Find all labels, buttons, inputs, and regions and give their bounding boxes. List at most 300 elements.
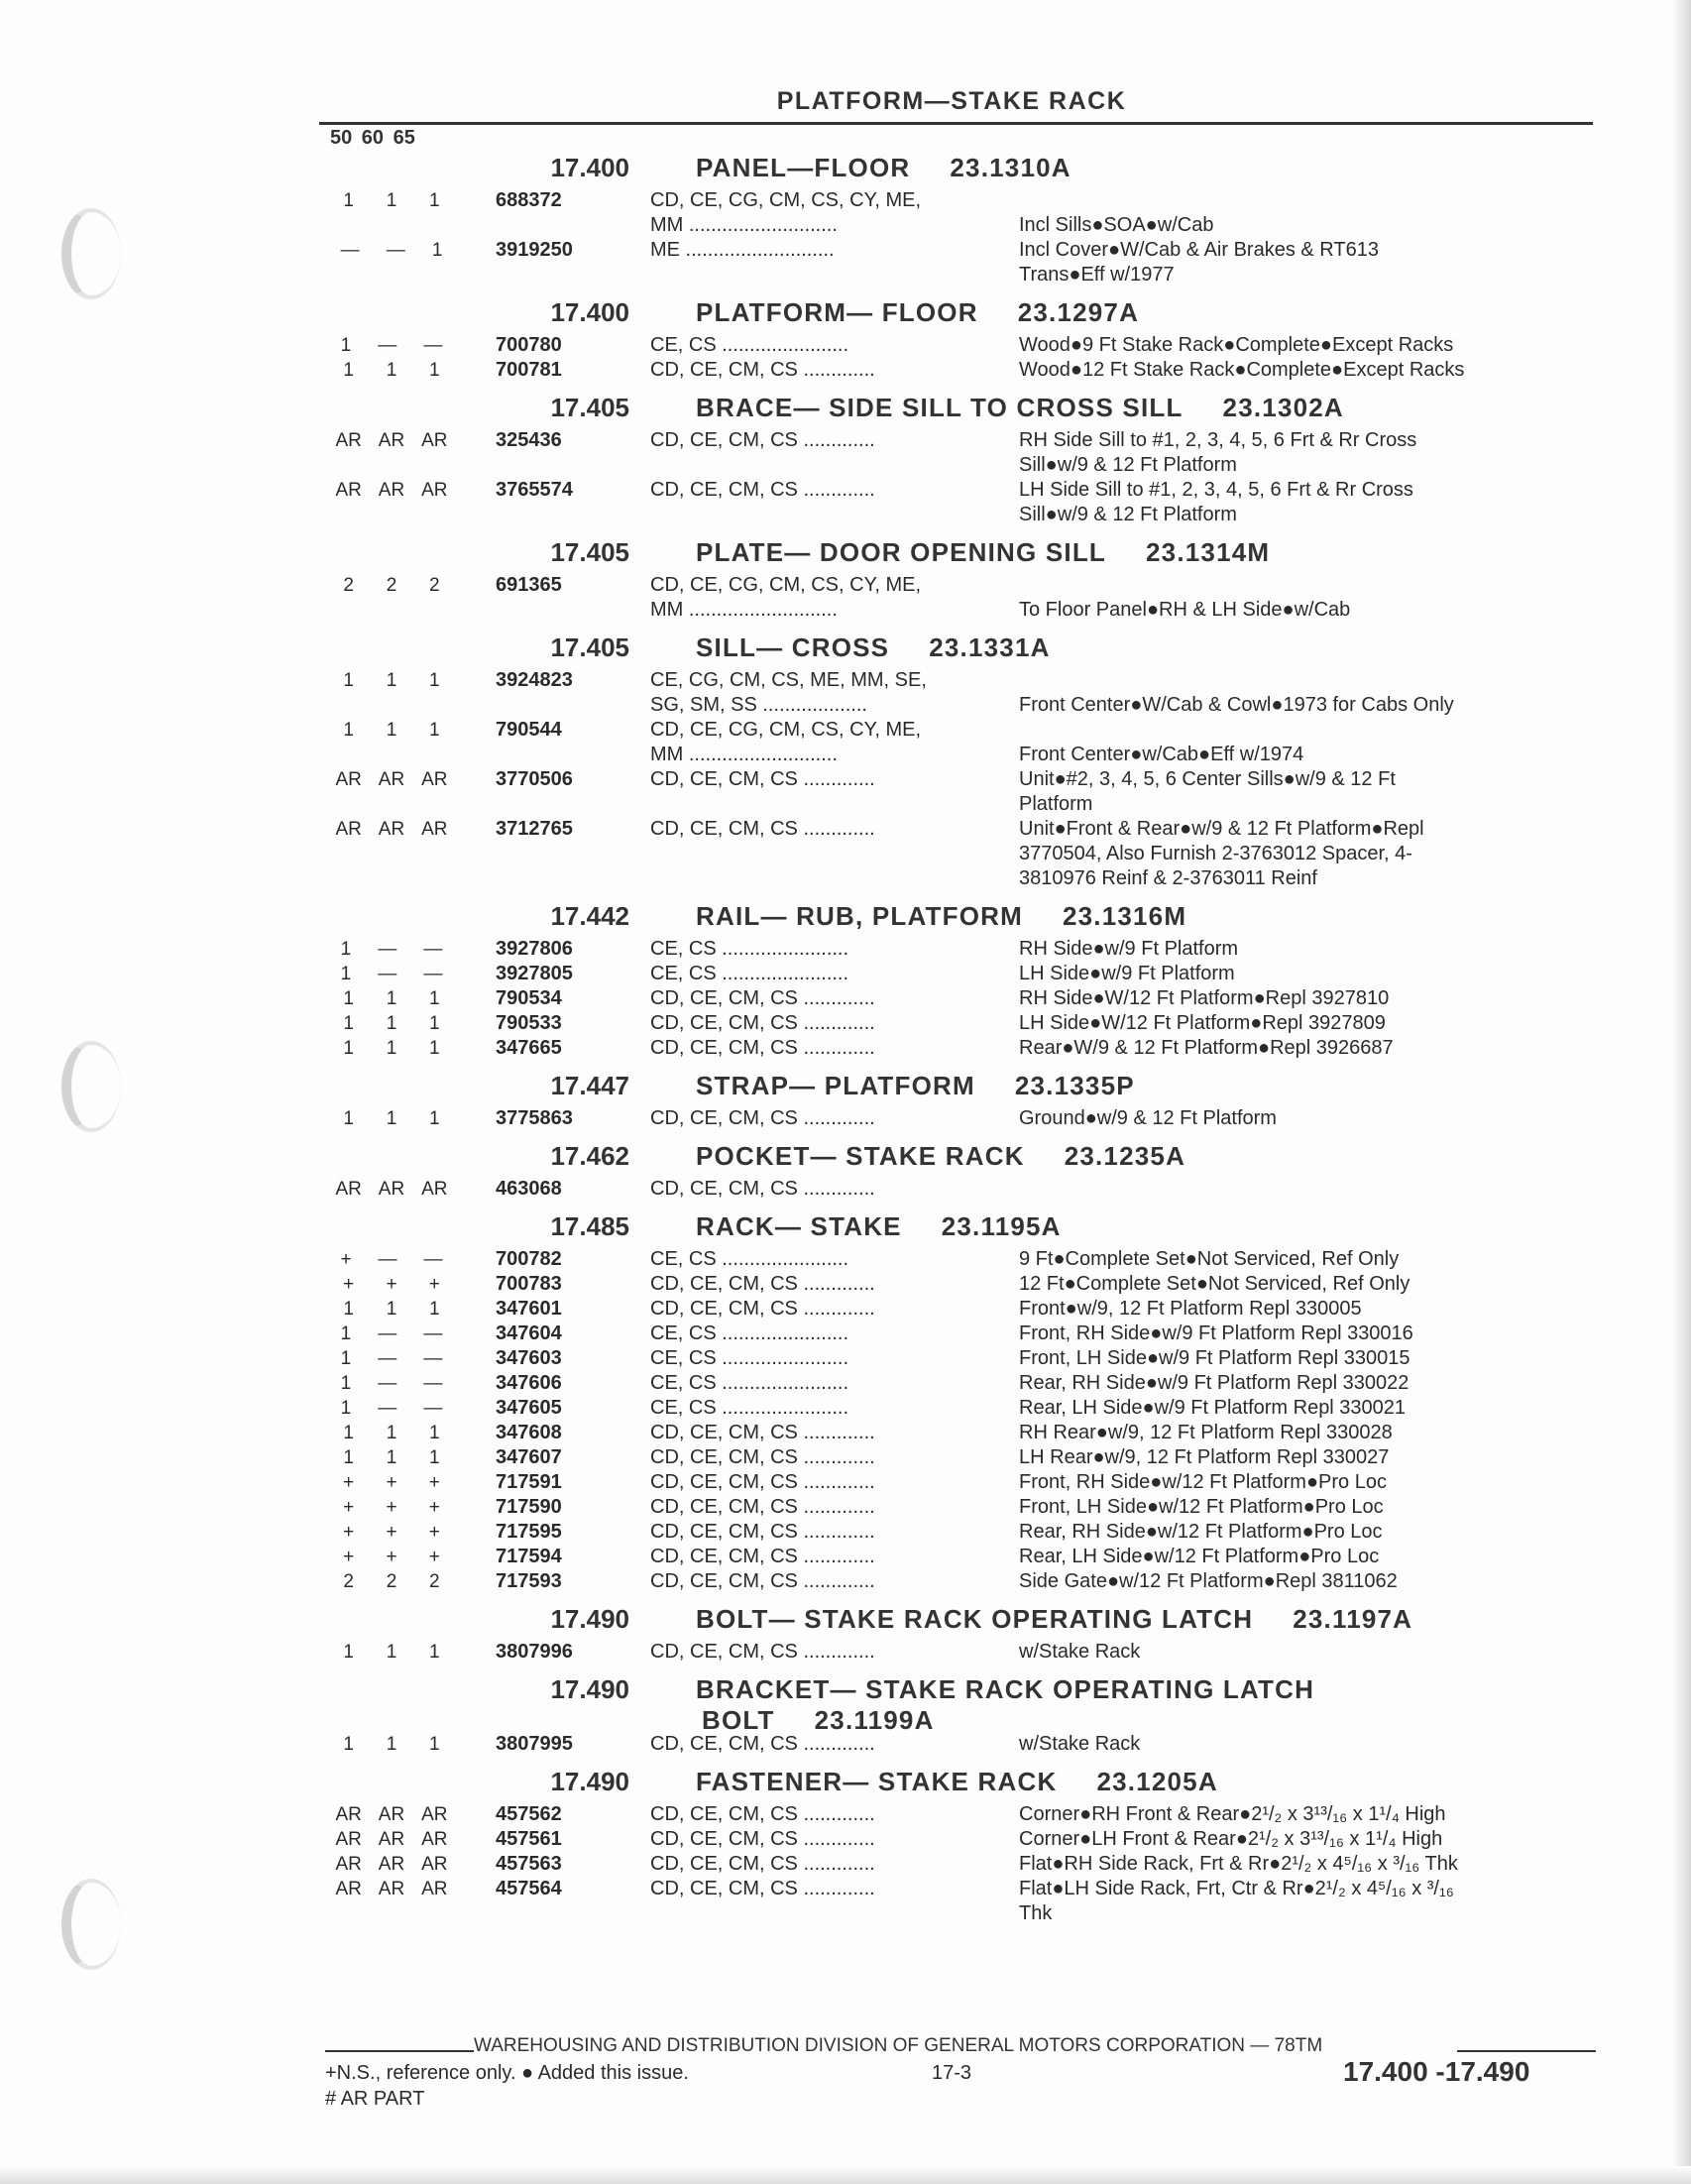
table-row: [0, 1297, 1691, 1322]
part-description: RH Side●W/12 Ft Platform●Repl 3927810: [1019, 987, 1390, 1009]
year-quantities: [327, 238, 456, 263]
year-qty: AR: [421, 1879, 448, 1899]
year-qty: —: [378, 1398, 397, 1419]
part-description: Corner●RH Front & Rear●2¹/₂ x 3¹³/₁₆ x 1¹/₄ High: [1019, 1803, 1446, 1825]
table-row: [0, 743, 1691, 767]
section-header: [0, 1670, 1691, 1735]
table-row: [0, 573, 1691, 598]
year-qty: AR: [335, 480, 362, 501]
model-codes: CD, CE, CM, CS .............: [650, 1878, 875, 1899]
part-description: w/Stake Rack: [1019, 1733, 1141, 1755]
table-row: [0, 937, 1691, 962]
year-qty: +: [428, 1522, 440, 1543]
part-number: 3927806: [496, 938, 573, 960]
table-row: [0, 792, 1691, 817]
model-codes: CD, CE, CM, CS .............: [650, 1446, 875, 1468]
year-qty: 1: [386, 360, 397, 381]
year-quantities: [327, 1396, 456, 1421]
part-number: 347665: [496, 1037, 562, 1059]
page-range: 17.400 -17.490: [1343, 2056, 1530, 2087]
table-row: [0, 817, 1691, 842]
section-title-text: SILL— CROSS: [696, 632, 890, 662]
section-title: [696, 1604, 1412, 1635]
part-number: 347604: [496, 1322, 562, 1344]
table-row: [0, 718, 1691, 743]
section-code: 23.1197A: [1293, 1604, 1413, 1634]
table-row: [0, 1495, 1691, 1520]
year-qty: 1: [386, 1734, 397, 1755]
year-qty: 1: [386, 1447, 397, 1468]
year-qty: 1: [343, 1447, 354, 1468]
model-codes: CE, CS .......................: [650, 938, 849, 960]
year-qty: —: [423, 964, 443, 984]
year-qty: 1: [386, 1642, 397, 1663]
year-quantities: [327, 767, 456, 792]
section-code: 23.1205A: [1096, 1767, 1218, 1796]
year-qty: AR: [421, 1804, 448, 1825]
model-codes: CD, CE, CM, CS .............: [650, 1178, 875, 1200]
footer-legend: +N.S., reference only. ● Added this issue.: [325, 2062, 689, 2084]
section-header: [0, 1763, 1691, 1802]
table-row: [0, 767, 1691, 792]
part-description: LH Side Sill to #1, 2, 3, 4, 5, 6 Frt & Rr Cross: [1019, 479, 1413, 501]
section-header: [0, 897, 1691, 937]
part-description: Corner●LH Front & Rear●2¹/₂ x 3¹³/₁₆ x 1¹/₄ High: [1019, 1828, 1443, 1850]
part-description: Flat●LH Side Rack, Frt, Ctr & Rr●2¹/₂ x 4⁵/₁₆ x ³/₁₆: [1019, 1878, 1454, 1899]
part-number: 717590: [496, 1496, 562, 1518]
part-description: LH Rear●w/9, 12 Ft Platform Repl 330027: [1019, 1446, 1390, 1468]
year-quantities: [327, 1346, 456, 1371]
year-quantities: [327, 1036, 456, 1061]
year-quantities: [327, 1421, 456, 1445]
part-number: 717594: [496, 1546, 562, 1567]
model-codes: MM ...........................: [650, 599, 838, 621]
part-number: 3765574: [496, 479, 573, 501]
section-code: 23.1314M: [1146, 537, 1271, 567]
section-title: [696, 393, 1344, 423]
model-codes: CD, CE, CM, CS .............: [650, 1012, 875, 1034]
year-qty: AR: [335, 1879, 362, 1899]
section-number: 17.442: [550, 901, 629, 931]
section-header: [0, 1137, 1691, 1177]
part-description: RH Side Sill to #1, 2, 3, 4, 5, 6 Frt & Rr Cross: [1019, 429, 1417, 451]
part-description: 12 Ft●Complete Set●Not Serviced, Ref Only: [1019, 1273, 1410, 1295]
part-number: 3924823: [496, 669, 573, 691]
part-description: Rear, RH Side●w/12 Ft Platform●Pro Loc: [1019, 1521, 1383, 1543]
year-qty: AR: [335, 1804, 362, 1825]
table-row: [0, 1106, 1691, 1131]
part-number: 347603: [496, 1347, 562, 1369]
year-qty: —: [423, 1373, 443, 1394]
section-title: [696, 1211, 1062, 1242]
table-row: [0, 1470, 1691, 1495]
table-row: [0, 1036, 1691, 1061]
model-codes: CE, CS .......................: [650, 1322, 849, 1344]
table-row: [0, 842, 1691, 866]
model-codes: CD, CE, CM, CS .............: [650, 359, 875, 381]
model-codes: CD, CE, CM, CS .............: [650, 1107, 875, 1129]
section-code: 23.1199A: [814, 1705, 935, 1735]
section-title: [696, 1674, 1314, 1736]
year-qty: 1: [340, 1323, 352, 1344]
part-number: 463068: [496, 1178, 562, 1200]
section-number: 17.490: [550, 1604, 629, 1634]
table-row: [0, 1877, 1691, 1901]
part-description: Rear, LH Side●w/9 Ft Platform Repl 330021: [1019, 1397, 1407, 1419]
part-number: 347605: [496, 1397, 562, 1419]
model-codes: CE, CS .......................: [650, 1372, 849, 1394]
table-row: [0, 1545, 1691, 1569]
model-codes: CD, CE, CM, CS .............: [650, 1471, 875, 1493]
part-description: Flat●RH Side Rack, Frt & Rr●2¹/₂ x 4⁵/₁₆ x ³/₁₆ Thk: [1019, 1853, 1458, 1875]
part-number: 3770506: [496, 768, 573, 790]
year-qty: —: [423, 939, 443, 960]
year-quantities: [327, 668, 456, 693]
page-title: PLATFORM—STAKE RACK: [776, 87, 1127, 115]
section-number: 17.405: [550, 393, 629, 422]
part-description: Ground●w/9 & 12 Ft Platform: [1019, 1107, 1277, 1129]
year-qty: +: [386, 1522, 397, 1543]
year-qty: —: [423, 1398, 443, 1419]
part-description: Rear, RH Side●w/9 Ft Platform Repl 330022: [1019, 1372, 1409, 1394]
part-number: 790533: [496, 1012, 562, 1034]
model-codes: CE, CS .......................: [650, 963, 849, 984]
model-codes: CD, CE, CM, CS .............: [650, 1803, 875, 1825]
section-code: 23.1310A: [950, 153, 1071, 182]
year-qty: 1: [429, 1299, 440, 1320]
section-title: [696, 1071, 1135, 1101]
table-row: [0, 1852, 1691, 1877]
part-number: 457561: [496, 1828, 562, 1850]
year-qty: —: [378, 335, 397, 356]
year-quantities: [327, 1297, 456, 1322]
part-number: 717591: [496, 1471, 562, 1493]
year-qty: 1: [429, 1447, 440, 1468]
year-qty: AR: [335, 1854, 362, 1875]
table-row: [0, 428, 1691, 453]
year-qty: —: [378, 939, 397, 960]
year-qty: 1: [386, 1038, 397, 1059]
year-qty: +: [343, 1472, 355, 1493]
section-title-text: PLATFORM— FLOOR: [696, 297, 978, 327]
part-number: 347608: [496, 1422, 562, 1443]
year-qty: 1: [431, 240, 443, 261]
table-row: [0, 668, 1691, 693]
year-qty: 1: [343, 1038, 354, 1059]
year-qty: +: [428, 1547, 440, 1567]
model-codes: CD, CE, CM, CS .............: [650, 818, 875, 840]
part-description: RH Rear●w/9, 12 Ft Platform Repl 330028: [1019, 1422, 1393, 1443]
section-title-text: BOLT— STAKE RACK OPERATING LATCH: [696, 1604, 1254, 1634]
part-description: Rear, LH Side●w/12 Ft Platform●Pro Loc: [1019, 1546, 1380, 1567]
table-row: [0, 962, 1691, 986]
year-qty: 2: [386, 575, 397, 596]
year-qty: 1: [343, 1013, 354, 1034]
section-number: 17.405: [550, 632, 629, 662]
section-code: 23.1195A: [941, 1211, 1062, 1241]
year-qty: 1: [429, 360, 440, 381]
year-qty: +: [340, 1249, 352, 1270]
year-quantities: [327, 718, 456, 743]
year-qty: AR: [421, 819, 448, 840]
table-row: [0, 1421, 1691, 1445]
section-title-text: POCKET— STAKE RACK: [696, 1141, 1025, 1171]
year-qty: AR: [335, 1829, 362, 1850]
part-number: 3775863: [496, 1107, 573, 1129]
year-quantities: [327, 1470, 456, 1495]
part-number: 688372: [496, 189, 562, 211]
part-description: Rear●W/9 & 12 Ft Platform●Repl 3926687: [1019, 1037, 1394, 1059]
section-code: 23.1297A: [1017, 297, 1140, 327]
section-title-text: RAIL— RUB, PLATFORM: [696, 901, 1023, 931]
part-description: Trans●Eff w/1977: [1019, 264, 1175, 286]
model-codes: CD, CE, CM, CS .............: [650, 1521, 875, 1543]
table-row: [0, 598, 1691, 623]
year-qty: 1: [429, 1642, 440, 1663]
year-quantities: [327, 1371, 456, 1396]
year-quantities: [327, 573, 456, 598]
year-qty: —: [378, 964, 397, 984]
model-codes: CD, CE, CM, CS .............: [650, 1853, 875, 1875]
part-description: 3810976 Reinf & 2-3763011 Reinf: [1019, 867, 1317, 889]
year-qty: 1: [343, 190, 354, 211]
year-qty: +: [386, 1547, 397, 1567]
year-quantities: [327, 817, 456, 842]
part-description: Thk: [1019, 1902, 1053, 1924]
year-qty: 1: [386, 1423, 397, 1443]
model-codes: CE, CS .......................: [650, 334, 849, 356]
year-qty: 1: [386, 720, 397, 741]
part-number: 700783: [496, 1273, 562, 1295]
section-code: 23.1316M: [1062, 901, 1187, 931]
model-codes: CE, CS .......................: [650, 1248, 849, 1270]
part-description: Front, RH Side●w/9 Ft Platform Repl 330016: [1019, 1322, 1413, 1344]
year-qty: AR: [378, 819, 405, 840]
part-description: w/Stake Rack: [1019, 1641, 1141, 1663]
year-qty: —: [378, 1373, 397, 1394]
year-qty: —: [386, 240, 405, 261]
section-number: 17.447: [550, 1071, 629, 1100]
table-row: [0, 358, 1691, 383]
table-row: [0, 238, 1691, 263]
year-quantities: [327, 1877, 456, 1901]
year-quantities: [327, 1520, 456, 1545]
year-quantities: [327, 986, 456, 1011]
part-description: Sill●w/9 & 12 Ft Platform: [1019, 454, 1237, 476]
year-qty: 1: [386, 1108, 397, 1129]
section-gap: [0, 1926, 1691, 1932]
part-number: 3927805: [496, 963, 573, 984]
section-number: 17.462: [550, 1141, 629, 1171]
year-qty: AR: [421, 480, 448, 501]
part-description: Side Gate●w/12 Ft Platform●Repl 3811062: [1019, 1570, 1398, 1592]
section-title: [696, 153, 1071, 183]
model-codes: CD, CE, CM, CS .............: [650, 1733, 875, 1755]
part-description: Incl Sills●SOA●w/Cab: [1019, 214, 1214, 236]
section-header: [0, 293, 1691, 333]
year-qty: 1: [340, 1373, 352, 1394]
part-description: LH Side●W/12 Ft Platform●Repl 3927809: [1019, 1012, 1386, 1034]
part-description: Front, LH Side●w/9 Ft Platform Repl 330015: [1019, 1347, 1410, 1369]
model-codes: CD, CE, CM, CS .............: [650, 1037, 875, 1059]
year-qty: 1: [386, 1299, 397, 1320]
table-row: [0, 478, 1691, 503]
year-qty: 2: [343, 575, 354, 596]
part-number: 3807995: [496, 1733, 573, 1755]
page-edge-shadow-bottom: [0, 2166, 1691, 2184]
table-row: [0, 1247, 1691, 1272]
section-number: 17.400: [550, 153, 629, 182]
year-qty: 1: [343, 670, 354, 691]
section-number: 17.485: [550, 1211, 629, 1241]
year-quantities: [327, 428, 456, 453]
part-description: Wood●9 Ft Stake Rack●Complete●Except Racks: [1019, 334, 1454, 356]
model-codes: CD, CE, CM, CS .............: [650, 429, 875, 451]
year-qty: +: [386, 1472, 397, 1493]
section-number: 17.490: [550, 1767, 629, 1796]
model-codes: CD, CE, CM, CS .............: [650, 768, 875, 790]
part-description: Unit●#2, 3, 4, 5, 6 Center Sills●w/9 & 12 Ft: [1019, 768, 1396, 790]
year-qty: +: [343, 1497, 355, 1518]
year-qty: —: [423, 1323, 443, 1344]
year-quantities: [327, 1545, 456, 1569]
model-codes: CD, CE, CG, CM, CS, CY, ME,: [650, 574, 921, 596]
table-row: [0, 213, 1691, 238]
section-title-text: PANEL—FLOOR: [696, 153, 911, 182]
year-qty: +: [428, 1274, 440, 1295]
footer-rule: [325, 2050, 474, 2052]
section-number: 17.490: [550, 1674, 629, 1704]
model-codes: CD, CE, CG, CM, CS, CY, ME,: [650, 719, 921, 741]
model-codes: CD, CE, CM, CS .............: [650, 1422, 875, 1443]
table-row: [0, 1011, 1691, 1036]
year-qty: —: [423, 1348, 443, 1369]
part-description: Platform: [1019, 793, 1093, 815]
year-qty: —: [340, 240, 360, 261]
footer-rule: [1457, 2050, 1596, 2052]
table-row: [0, 1901, 1691, 1926]
table-row: [0, 986, 1691, 1011]
year-qty: 1: [343, 1642, 354, 1663]
part-description: 3770504, Also Furnish 2-3763012 Spacer, 4-: [1019, 843, 1412, 864]
section-code: 23.1335P: [1014, 1071, 1135, 1100]
part-number: 691365: [496, 574, 562, 596]
year-qty: 2: [429, 1571, 440, 1592]
year-qty: 2: [343, 1571, 354, 1592]
year-quantities: [327, 937, 456, 962]
section-title: [696, 297, 1139, 328]
part-number: 700782: [496, 1248, 562, 1270]
year-quantities: [327, 188, 456, 213]
section-header: [0, 149, 1691, 188]
part-number: 3919250: [496, 239, 573, 261]
year-qty: AR: [378, 430, 405, 451]
year-qty: AR: [335, 1179, 362, 1200]
year-qty: 1: [429, 720, 440, 741]
model-codes: ME ...........................: [650, 239, 835, 261]
year-qty: 1: [429, 1423, 440, 1443]
year-qty: 1: [343, 1108, 354, 1129]
year-qty: +: [343, 1522, 355, 1543]
part-number: 700780: [496, 334, 562, 356]
year-qty: +: [343, 1547, 355, 1567]
table-row: [0, 1396, 1691, 1421]
table-row: [0, 1272, 1691, 1297]
year-qty: AR: [421, 1829, 448, 1850]
section-title-text: FASTENER— STAKE RACK: [696, 1767, 1058, 1796]
part-description: Wood●12 Ft Stake Rack●Complete●Except Racks: [1019, 359, 1465, 381]
year-quantities: [327, 1177, 456, 1202]
section-title: [696, 632, 1051, 663]
part-number: 700781: [496, 359, 562, 381]
part-number: 790534: [496, 987, 562, 1009]
section-header: [0, 629, 1691, 668]
model-codes: CD, CE, CM, CS .............: [650, 1570, 875, 1592]
table-row: [0, 1445, 1691, 1470]
model-codes: MM ...........................: [650, 214, 838, 236]
year-qty: AR: [378, 1879, 405, 1899]
section-title-text: STRAP— PLATFORM: [696, 1071, 975, 1100]
model-codes: CD, CE, CM, CS .............: [650, 1546, 875, 1567]
table-row: [0, 188, 1691, 213]
year-qty: —: [378, 1249, 397, 1270]
section-header: [0, 1600, 1691, 1640]
part-description: Incl Cover●W/Cab & Air Brakes & RT613: [1019, 239, 1379, 261]
year-qty: 1: [429, 1734, 440, 1755]
year-qty: 1: [386, 1013, 397, 1034]
table-row: [0, 1827, 1691, 1852]
year-qty: +: [386, 1497, 397, 1518]
year-quantities: [327, 1322, 456, 1346]
model-codes: CD, CE, CM, CS .............: [650, 1828, 875, 1850]
year-qty: AR: [335, 769, 362, 790]
part-description: RH Side●w/9 Ft Platform: [1019, 938, 1239, 960]
model-codes: CE, CG, CM, CS, ME, MM, SE,: [650, 669, 927, 691]
year-qty: 1: [386, 988, 397, 1009]
table-row: [0, 1177, 1691, 1202]
part-description: Front Center●W/Cab & Cowl●1973 for Cabs Only: [1019, 694, 1454, 716]
year-qty: AR: [378, 1179, 405, 1200]
year-quantities: [327, 1445, 456, 1470]
year-qty: 1: [340, 964, 352, 984]
model-codes: CD, CE, CG, CM, CS, CY, ME,: [650, 189, 921, 211]
year-qty: 1: [340, 939, 352, 960]
section-header: [0, 1207, 1691, 1247]
year-quantities: [327, 1106, 456, 1131]
year-qty: +: [343, 1274, 355, 1295]
model-codes: CD, CE, CM, CS .............: [650, 1496, 875, 1518]
year-qty: +: [428, 1472, 440, 1493]
year-qty: 1: [386, 670, 397, 691]
year-quantities: [327, 962, 456, 986]
title-rule: [319, 122, 1593, 125]
year-quantities: [327, 1569, 456, 1594]
part-number: 457562: [496, 1803, 562, 1825]
model-codes: CE, CS .......................: [650, 1397, 849, 1419]
year-qty: 1: [343, 1299, 354, 1320]
section-title: [696, 537, 1270, 568]
model-codes: CD, CE, CM, CS .............: [650, 1641, 875, 1663]
year-qty: 1: [429, 1038, 440, 1059]
table-row: [0, 503, 1691, 527]
section-title: [696, 901, 1186, 932]
year-qty: 1: [340, 335, 352, 356]
section-title-text: BRACKET— STAKE RACK OPERATING LATCH: [696, 1674, 1315, 1704]
year-qty: 1: [340, 1398, 352, 1419]
table-row: [0, 1732, 1691, 1757]
table-row: [0, 693, 1691, 718]
year-qty: 1: [343, 1734, 354, 1755]
